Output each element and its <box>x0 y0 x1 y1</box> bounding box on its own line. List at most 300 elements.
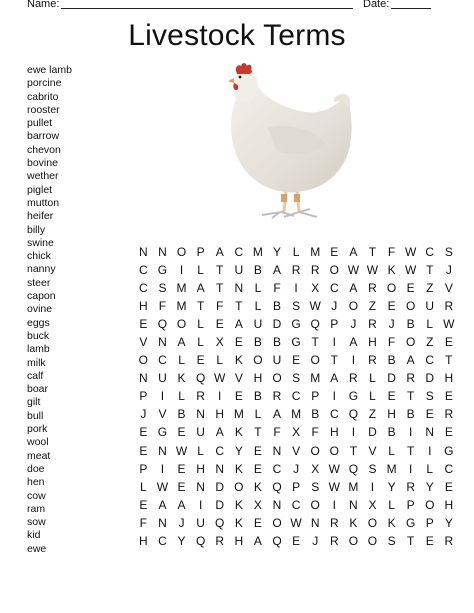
grid-letter: V <box>368 443 377 458</box>
grid-letter: N <box>425 425 435 440</box>
grid-letter: K <box>253 479 263 494</box>
grid-letter: K <box>387 515 396 530</box>
grid-letter: O <box>138 353 149 368</box>
grid-letter: O <box>176 317 187 332</box>
grid-letter: W <box>443 317 455 332</box>
grid-letter: A <box>406 353 416 368</box>
grid-letter: B <box>311 407 320 422</box>
grid-letter: U <box>234 263 244 278</box>
grid-letter: C <box>444 461 454 476</box>
word-list-item: swine <box>27 236 54 249</box>
name-date-header <box>0 0 474 14</box>
word-list-item: milk <box>27 356 46 369</box>
grid-row <box>134 514 459 532</box>
grid-letter: P <box>292 479 301 494</box>
grid-letter: T <box>445 353 453 368</box>
grid-letter: E <box>253 443 263 458</box>
grid-letter: Y <box>425 479 435 494</box>
grid-letter: C <box>329 407 340 422</box>
grid-letter: C <box>329 281 340 296</box>
grid-letter: L <box>216 353 224 368</box>
grid-letter: G <box>348 389 359 404</box>
grid-letter: I <box>428 443 432 458</box>
grid-letter: L <box>197 263 205 278</box>
grid-letter: Z <box>368 299 377 314</box>
grid-letter: N <box>215 461 225 476</box>
grid-row <box>134 478 459 496</box>
grid-letter: A <box>215 425 225 440</box>
grid-letter: D <box>215 479 225 494</box>
grid-letter: T <box>406 389 415 404</box>
grid-letter: I <box>370 479 375 494</box>
grid-letter: B <box>253 263 263 278</box>
grid-letter: V <box>234 371 244 386</box>
grid-letter: C <box>158 533 168 548</box>
grid-letter: N <box>310 515 320 530</box>
grid-letter: N <box>196 479 206 494</box>
grid-letter: U <box>272 353 282 368</box>
grid-letter: L <box>178 353 186 368</box>
grid-letter: F <box>311 425 320 440</box>
grid-letter: H <box>329 425 340 440</box>
grid-letter: F <box>387 335 396 350</box>
grid-letter: I <box>408 425 413 440</box>
grid-letter: O <box>348 533 359 548</box>
grid-letter: E <box>425 533 435 548</box>
word-list <box>27 64 72 556</box>
word-list-item: pork <box>27 423 48 436</box>
grid-letter: I <box>332 335 337 350</box>
grid-letter: U <box>196 425 206 440</box>
grid-letter: U <box>253 317 263 332</box>
grid-letter: A <box>330 371 339 386</box>
grid-letter: O <box>253 353 263 368</box>
grid-letter: E <box>387 299 396 314</box>
grid-letter: N <box>272 497 282 512</box>
grid-letter: E <box>177 479 186 494</box>
grid-letter: D <box>368 425 378 440</box>
grid-letter: E <box>234 389 244 404</box>
page-title: Livestock Terms <box>128 19 346 52</box>
grid-letter: F <box>273 281 282 296</box>
grid-letter: Y <box>387 479 396 494</box>
word-list-item: steer <box>27 276 51 289</box>
word-list-item: bovine <box>27 157 58 170</box>
grid-letter: E <box>177 425 186 440</box>
grid-letter: E <box>196 353 206 368</box>
grid-letter: P <box>139 389 148 404</box>
grid-letter: C <box>291 389 301 404</box>
grid-letter: W <box>214 371 226 386</box>
grid-letter: O <box>176 245 187 259</box>
grid-letter: S <box>387 533 396 548</box>
word-list-item: calf <box>27 369 44 382</box>
grid-letter: N <box>139 245 149 259</box>
grid-letter: K <box>234 461 244 476</box>
grid-letter: E <box>139 497 148 512</box>
grid-letter: C <box>139 281 149 296</box>
grid-letter: O <box>329 263 340 278</box>
word-list-item: chevon <box>27 143 61 156</box>
grid-letter: P <box>311 389 320 404</box>
word-list-item: ewe lamb <box>27 64 72 76</box>
grid-row <box>134 297 459 315</box>
grid-letter: Y <box>444 515 454 530</box>
grid-letter: L <box>369 389 377 404</box>
grid-letter: C <box>234 245 244 259</box>
word-list-item: chick <box>27 250 51 263</box>
grid-letter: T <box>216 263 224 278</box>
grid-letter: Q <box>195 533 206 548</box>
hen-illustration <box>222 62 356 232</box>
word-list-item: buck <box>27 329 50 342</box>
grid-letter: L <box>197 317 205 332</box>
word-list-item: hen <box>27 476 45 489</box>
grid-letter: W <box>309 299 322 314</box>
grid-letter: R <box>368 353 378 368</box>
grid-letter: C <box>139 263 149 278</box>
grid-row <box>134 405 459 423</box>
grid-letter: I <box>160 461 165 476</box>
grid-letter: K <box>234 497 244 512</box>
grid-letter: Z <box>368 407 377 422</box>
grid-letter: W <box>366 263 379 278</box>
grid-letter: P <box>139 461 148 476</box>
grid-letter: J <box>293 461 300 476</box>
grid-letter: N <box>349 497 359 512</box>
grid-letter: O <box>348 299 359 314</box>
grid-letter: R <box>444 407 454 422</box>
grid-letter: L <box>426 461 434 476</box>
grid-letter: I <box>218 389 222 404</box>
grid-letter: H <box>444 371 454 386</box>
word-list-item: billy <box>27 223 46 236</box>
grid-letter: N <box>158 245 168 259</box>
grid-letter: M <box>386 461 397 476</box>
grid-letter: K <box>234 425 244 440</box>
grid-letter: A <box>215 245 225 259</box>
grid-row <box>134 351 459 369</box>
grid-row <box>134 315 459 333</box>
grid-letter: B <box>253 335 263 350</box>
grid-letter: G <box>157 425 168 440</box>
grid-letter: A <box>349 335 358 350</box>
grid-letter: L <box>426 317 434 332</box>
grid-letter: D <box>215 497 225 512</box>
grid-letter: U <box>158 371 168 386</box>
grid-letter: K <box>177 371 186 386</box>
grid-letter: A <box>273 407 282 422</box>
grid-letter: B <box>387 353 396 368</box>
grid-row <box>134 333 459 351</box>
grid-letter: E <box>215 317 225 332</box>
grid-letter: M <box>348 479 359 494</box>
grid-letter: I <box>198 497 203 512</box>
grid-letter: R <box>329 533 340 548</box>
word-list-item: sow <box>27 516 46 529</box>
grid-letter: T <box>196 299 205 314</box>
grid-letter: E <box>444 389 454 404</box>
grid-letter: W <box>175 443 188 458</box>
grid-letter: R <box>368 317 378 332</box>
grid-letter: A <box>158 497 167 512</box>
word-list-item: gilt <box>27 396 41 409</box>
grid-letter: F <box>273 425 282 440</box>
grid-letter: C <box>158 353 168 368</box>
grid-letter: V <box>444 281 454 296</box>
grid-letter: S <box>311 479 320 494</box>
grid-letter: E <box>444 335 454 350</box>
grid-letter: Y <box>234 443 244 458</box>
grid-letter: M <box>291 407 302 422</box>
grid-letter: N <box>234 281 244 296</box>
grid-letter: S <box>158 281 167 296</box>
grid-letter: H <box>139 299 149 314</box>
grid-letter: R <box>349 371 359 386</box>
grid-letter: E <box>253 515 263 530</box>
grid-letter: V <box>139 335 148 350</box>
name-label: Name: <box>27 0 60 10</box>
grid-letter: I <box>160 389 165 404</box>
grid-letter: B <box>253 389 263 404</box>
grid-letter: O <box>386 281 397 296</box>
grid-letter: L <box>254 407 262 422</box>
grid-letter: R <box>406 479 416 494</box>
word-list-item: piglet <box>27 183 53 196</box>
grid-letter: B <box>406 317 416 332</box>
grid-letter: L <box>254 299 262 314</box>
grid-letter: E <box>177 461 186 476</box>
grid-letter: B <box>273 335 282 350</box>
grid-letter: C <box>272 461 282 476</box>
grid-letter: K <box>234 353 244 368</box>
grid-row <box>134 261 459 279</box>
grid-letter: G <box>405 515 416 530</box>
grid-letter: W <box>347 263 360 278</box>
grid-letter: N <box>272 443 282 458</box>
grid-letter: E <box>234 335 244 350</box>
grid-letter: J <box>445 263 453 278</box>
word-list-item: doe <box>27 462 45 475</box>
grid-letter: E <box>292 533 301 548</box>
grid-letter: E <box>387 389 396 404</box>
grid-letter: O <box>425 497 435 512</box>
grid-letter: E <box>292 353 301 368</box>
grid-letter: S <box>368 461 377 476</box>
grid-letter: L <box>140 479 148 494</box>
word-list-item: ovine <box>27 303 53 316</box>
word-list-item: bull <box>27 409 44 422</box>
word-list-item: ewe <box>27 542 47 555</box>
grid-letter: R <box>310 263 320 278</box>
grid-letter: L <box>388 443 396 458</box>
grid-letter: R <box>368 281 378 296</box>
grid-letter: I <box>294 281 299 296</box>
grid-letter: H <box>253 371 263 386</box>
grid-letter: J <box>388 317 395 332</box>
grid-letter: E <box>444 425 454 440</box>
word-list-item: barrow <box>27 130 60 143</box>
grid-letter: E <box>330 245 339 259</box>
grid-letter: B <box>273 299 282 314</box>
grid-letter: E <box>139 443 148 458</box>
grid-letter: X <box>311 281 320 296</box>
grid-letter: X <box>253 497 263 512</box>
grid-letter: L <box>178 389 186 404</box>
grid-letter: Q <box>272 479 283 494</box>
grid-letter: B <box>406 407 416 422</box>
grid-letter: D <box>387 371 397 386</box>
name-field[interactable] <box>61 8 353 9</box>
grid-row <box>134 279 459 297</box>
grid-letter: C <box>425 353 435 368</box>
grid-letter: O <box>405 335 416 350</box>
grid-letter: M <box>176 299 187 314</box>
grid-letter: X <box>292 425 301 440</box>
grid-letter: N <box>196 407 206 422</box>
grid-letter: E <box>444 479 454 494</box>
grid-letter: I <box>179 263 184 278</box>
date-label: Date: <box>363 0 390 10</box>
grid-row <box>134 496 459 514</box>
grid-letter: N <box>158 515 168 530</box>
grid-letter: A <box>234 317 244 332</box>
grid-letter: Q <box>348 461 359 476</box>
grid-letter: G <box>291 317 302 332</box>
grid-letter: S <box>292 299 301 314</box>
grid-letter: A <box>349 281 358 296</box>
word-list-item: pullet <box>27 117 53 130</box>
grid-letter: O <box>310 497 321 512</box>
grid-letter: M <box>176 281 187 296</box>
word-list-item: porcine <box>27 77 62 90</box>
grid-letter: X <box>368 497 377 512</box>
grid-letter: I <box>332 497 337 512</box>
grid-letter: J <box>312 533 319 548</box>
grid-letter: A <box>253 533 263 548</box>
grid-letter: O <box>272 371 283 386</box>
grid-letter: E <box>139 317 148 332</box>
grid-letter: T <box>216 281 224 296</box>
grid-letter: P <box>425 515 435 530</box>
grid-letter: H <box>444 497 454 512</box>
grid-letter: W <box>328 479 341 494</box>
grid-letter: C <box>425 245 435 259</box>
grid-letter: O <box>310 443 321 458</box>
word-list-item: meat <box>27 449 51 462</box>
grid-letter: P <box>406 497 416 512</box>
grid-letter: Y <box>273 245 282 259</box>
grid-row <box>134 423 459 441</box>
grid-letter: G <box>444 443 454 458</box>
grid-letter: T <box>311 335 320 350</box>
grid-letter: A <box>196 281 206 296</box>
grid-letter: H <box>387 407 397 422</box>
grid-letter: M <box>310 371 321 386</box>
grid-letter: J <box>350 317 357 332</box>
grid-letter: I <box>351 353 356 368</box>
grid-letter: U <box>425 299 435 314</box>
grid-letter: N <box>158 443 168 458</box>
letter-grid <box>134 243 459 550</box>
grid-letter: A <box>349 245 358 259</box>
grid-letter: L <box>369 371 377 386</box>
grid-letter: W <box>156 479 169 494</box>
grid-letter: N <box>139 371 149 386</box>
grid-letter: O <box>272 515 283 530</box>
grid-letter: I <box>351 425 356 440</box>
grid-letter: V <box>292 443 301 458</box>
grid-letter: F <box>216 299 224 314</box>
grid-letter: J <box>140 407 147 422</box>
grid-letter: R <box>444 299 454 314</box>
grid-letter: R <box>329 515 340 530</box>
grid-letter: M <box>310 245 321 259</box>
grid-letter: O <box>367 515 378 530</box>
grid-letter: K <box>387 263 396 278</box>
word-list-item: cabrito <box>27 90 59 103</box>
grid-letter: P <box>330 317 339 332</box>
word-list-item: boar <box>27 383 49 396</box>
grid-letter: H <box>215 407 225 422</box>
grid-letter: Y <box>177 533 186 548</box>
word-list-item: eggs <box>27 316 50 329</box>
grid-letter: Q <box>348 407 359 422</box>
grid-letter: H <box>139 533 149 548</box>
grid-letter: F <box>387 245 396 259</box>
grid-letter: S <box>292 371 301 386</box>
grid-letter: L <box>388 497 396 512</box>
grid-letter: T <box>330 353 339 368</box>
grid-letter: H <box>234 533 244 548</box>
grid-letter: C <box>291 497 301 512</box>
grid-letter: X <box>215 335 225 350</box>
grid-letter: W <box>328 461 341 476</box>
grid-letter: O <box>367 533 378 548</box>
grid-letter: R <box>272 389 282 404</box>
grid-letter: T <box>235 299 243 314</box>
word-list-item: cow <box>27 489 46 502</box>
grid-letter: T <box>349 443 358 458</box>
grid-letter: T <box>368 245 377 259</box>
grid-letter: Q <box>215 515 225 530</box>
grid-letter: D <box>272 317 282 332</box>
grid-letter: R <box>291 263 301 278</box>
grid-letter: F <box>139 515 148 530</box>
grid-row <box>134 243 459 261</box>
grid-letter: H <box>368 335 378 350</box>
grid-letter: Z <box>426 281 434 296</box>
date-field[interactable] <box>391 8 431 9</box>
grid-letter: J <box>178 515 185 530</box>
grid-letter: T <box>406 443 415 458</box>
grid-letter: Q <box>195 371 206 386</box>
grid-letter: R <box>215 533 225 548</box>
grid-letter: E <box>253 461 263 476</box>
grid-letter: Z <box>426 335 434 350</box>
grid-row <box>134 369 459 387</box>
grid-row <box>134 442 459 460</box>
word-list-item: nanny <box>27 263 56 276</box>
word-list-item: lamb <box>27 343 50 356</box>
grid-letter: O <box>310 353 321 368</box>
word-list-item: heifer <box>27 210 54 223</box>
grid-letter: F <box>158 299 167 314</box>
grid-letter: C <box>215 443 225 458</box>
grid-letter: S <box>444 245 454 259</box>
word-list-item: capon <box>27 290 56 303</box>
grid-letter: L <box>292 245 300 259</box>
